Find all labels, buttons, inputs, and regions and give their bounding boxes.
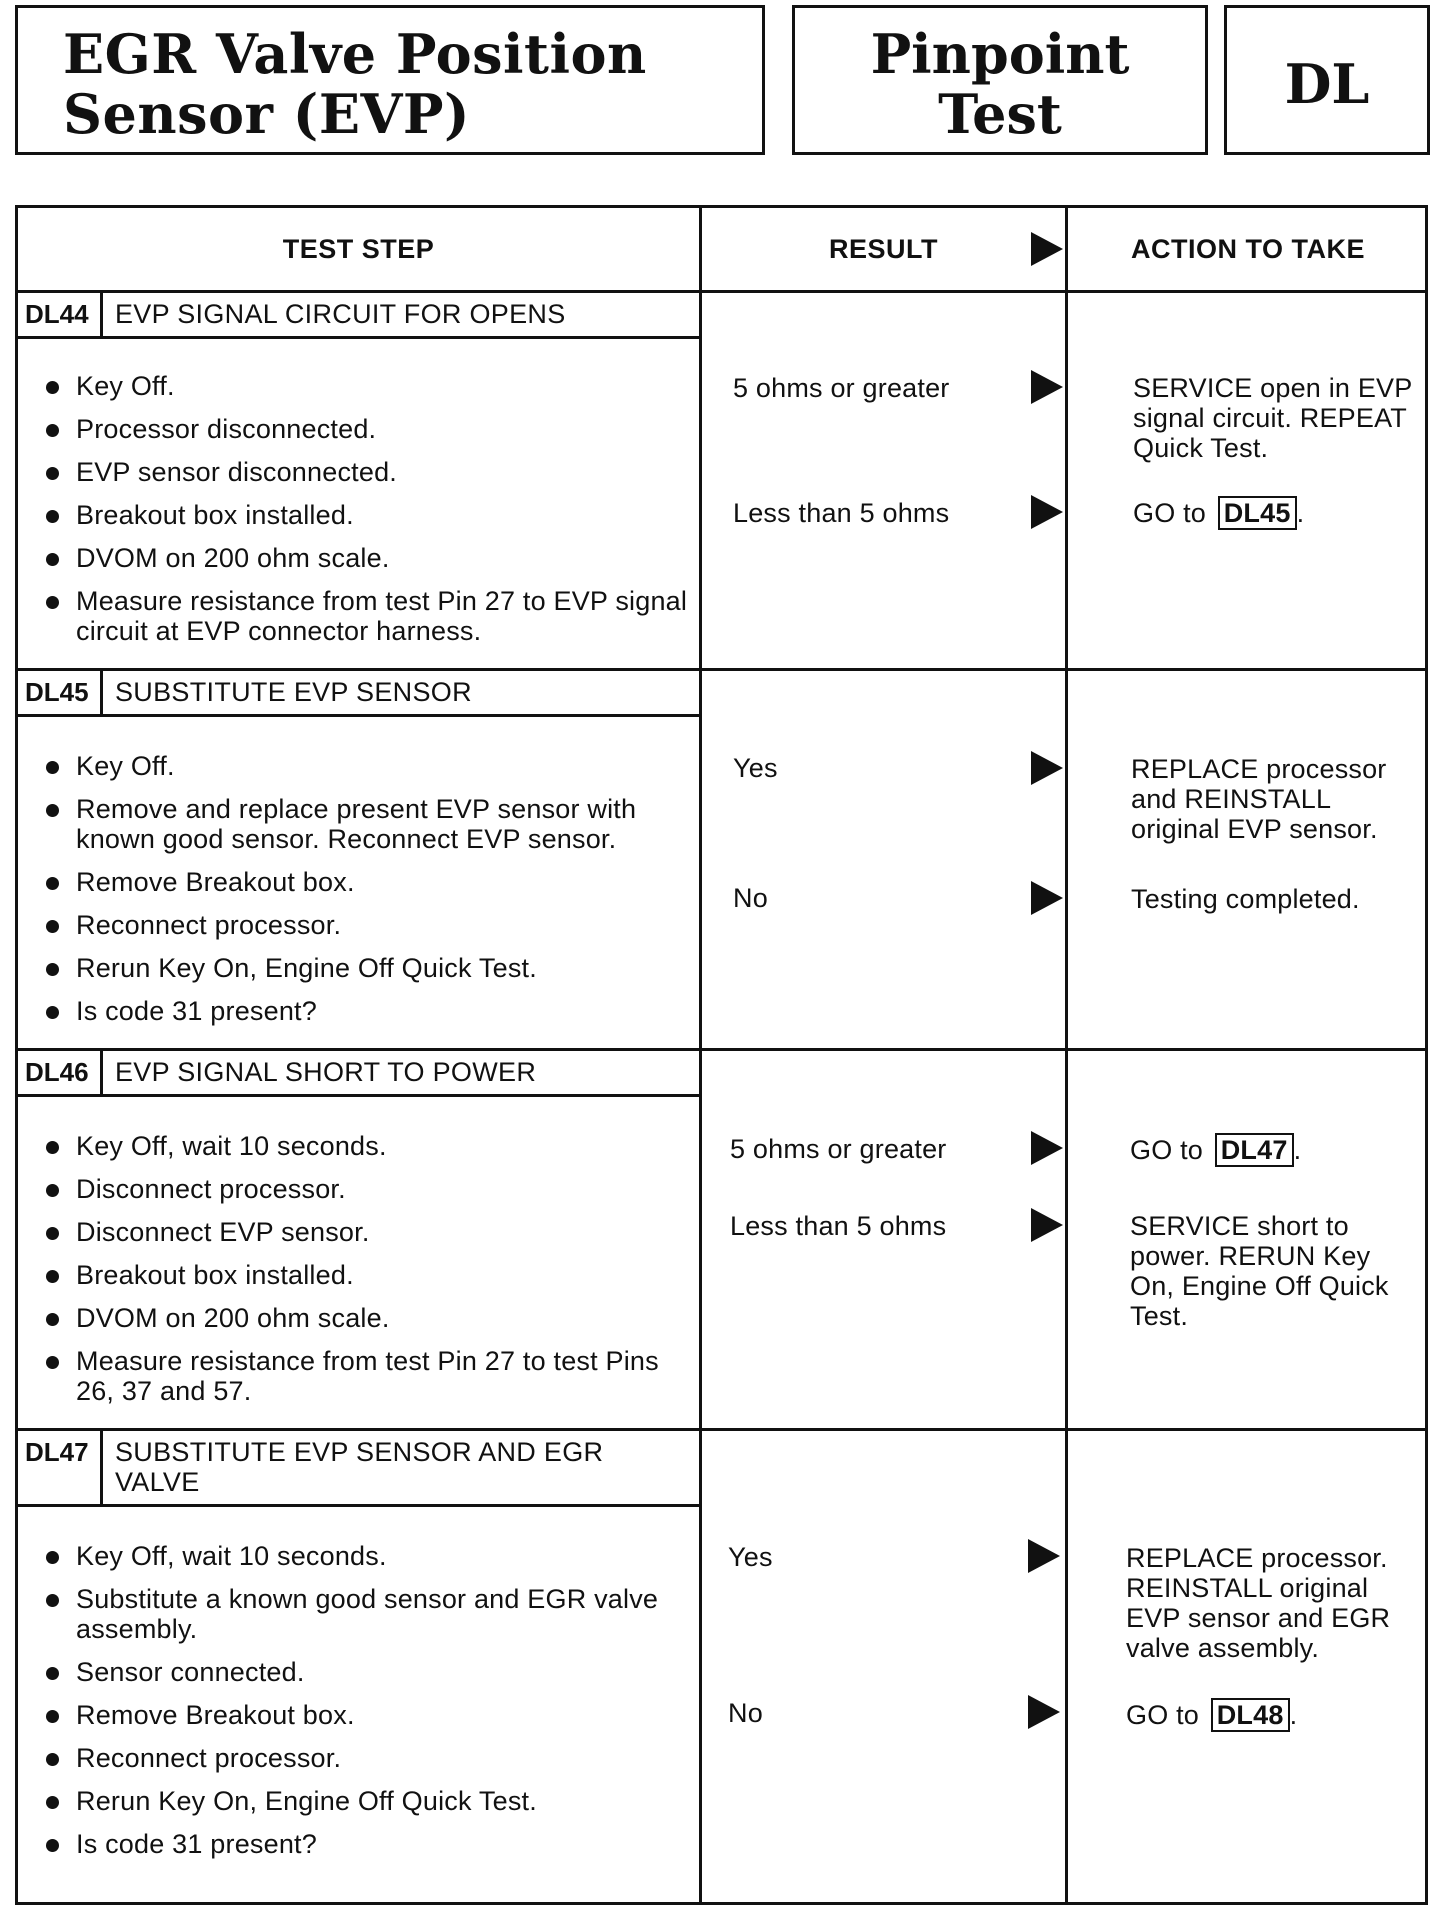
column-divider [699,208,702,1902]
step-reference-link[interactable]: DL47 [1215,1133,1294,1167]
step-title: SUBSTITUTE EVP SENSOR [115,677,472,707]
step-instructions [43,1541,693,1872]
action-text: SERVICE short to power. RERUN Key On, Engine Off Quick Test. [1130,1211,1389,1331]
step-id: DL47 [18,1431,103,1504]
pinpoint-box [792,5,1208,155]
arrow-right-icon [1031,751,1063,785]
list-item: Remove Breakout box. [43,867,693,897]
action-text: GO to DL47 . [1130,1135,1302,1165]
list-item: EVP sensor disconnected. [43,457,693,487]
result-text: Less than 5 ohms [730,1211,947,1241]
step-header [18,1051,699,1097]
step-title: SUBSTITUTE EVP SENSOR AND EGR VALVE [115,1437,604,1497]
list-item: Remove and replace present EVP sensor with known good sensor. Reconnect EVP sensor. [43,794,693,854]
arrow-right-icon [1028,1695,1060,1729]
result-text: No [733,883,768,913]
list-item: Is code 31 present? [43,996,693,1026]
step-header [18,1431,699,1507]
arrow-right-icon [1031,881,1063,915]
action-text: SERVICE open in EVP signal circuit. REPEAT Quick Test. [1133,373,1412,463]
list-item: Rerun Key On, Engine Off Quick Test. [43,953,693,983]
test-code-box [1224,5,1430,155]
list-item: Remove Breakout box. [43,1700,693,1730]
arrow-right-icon [1028,1539,1060,1573]
arrow-right-icon [1031,1131,1063,1165]
step-reference-link[interactable]: DL48 [1211,1698,1290,1732]
action-text: GO to DL48 . [1126,1700,1298,1730]
list-item: Disconnect processor. [43,1174,693,1204]
list-item: Key Off. [43,751,693,781]
list-item: Breakout box installed. [43,500,693,530]
result-text: 5 ohms or greater [733,373,950,403]
list-item: Substitute a known good sensor and EGR valve assembly. [43,1584,693,1644]
list-item: Disconnect EVP sensor. [43,1217,693,1247]
list-item: DVOM on 200 ohm scale. [43,1303,693,1333]
result-text: No [728,1698,763,1728]
list-item: Measure resistance from test Pin 27 to EVP signal circuit at EVP connector harness. [43,586,693,646]
list-item: Key Off, wait 10 seconds. [43,1131,693,1161]
action-text: Testing completed. [1131,884,1360,914]
list-item: Processor disconnected. [43,414,693,444]
result-text: 5 ohms or greater [730,1134,947,1164]
title-box [15,5,765,155]
action-text: GO to DL45 . [1133,498,1305,528]
result-text: Less than 5 ohms [733,498,950,528]
action-text: REPLACE processor. REINSTALL original EVP sensor and EGR valve assembly. [1126,1543,1391,1663]
step-id: DL44 [18,293,103,336]
list-item: Breakout box installed. [43,1260,693,1290]
pinpoint-table [15,205,1428,1905]
list-item: Measure resistance from test Pin 27 to test Pins 26, 37 and 57. [43,1346,693,1406]
step-header [18,671,699,717]
step-instructions [43,371,693,659]
arrow-right-icon [1031,495,1063,529]
step-reference-link[interactable]: DL45 [1218,496,1297,530]
column-header-action: ACTION TO TAKE [1131,234,1365,264]
test-code: DL [1284,52,1370,116]
list-item: Reconnect processor. [43,910,693,940]
step-title: EVP SIGNAL SHORT TO POWER [115,1057,537,1087]
list-item: Reconnect processor. [43,1743,693,1773]
list-item: Rerun Key On, Engine Off Quick Test. [43,1786,693,1816]
result-text: Yes [728,1542,773,1572]
list-item: Sensor connected. [43,1657,693,1687]
result-text: Yes [733,753,778,783]
step-instructions [43,751,693,1039]
step-instructions [43,1131,693,1419]
step-id: DL46 [18,1051,103,1094]
column-divider [1065,208,1068,1902]
list-item: Key Off, wait 10 seconds. [43,1541,693,1571]
list-item: Key Off. [43,371,693,401]
action-text: REPLACE processor and REINSTALL original EVP sensor. [1131,754,1387,844]
arrow-right-icon [1031,232,1063,266]
list-item: Is code 31 present? [43,1829,693,1859]
arrow-right-icon [1031,370,1063,404]
list-item: DVOM on 200 ohm scale. [43,543,693,573]
arrow-right-icon [1031,1208,1063,1242]
step-id: DL45 [18,671,103,714]
step-title: EVP SIGNAL CIRCUIT FOR OPENS [115,299,566,329]
column-header-result: RESULT [829,234,938,264]
column-header-test-step: TEST STEP [282,234,435,264]
page-title: EGR Valve Position Sensor (EVP) [63,22,647,146]
pinpoint-label: Pinpoint Test [870,22,1130,146]
step-header [18,293,699,339]
